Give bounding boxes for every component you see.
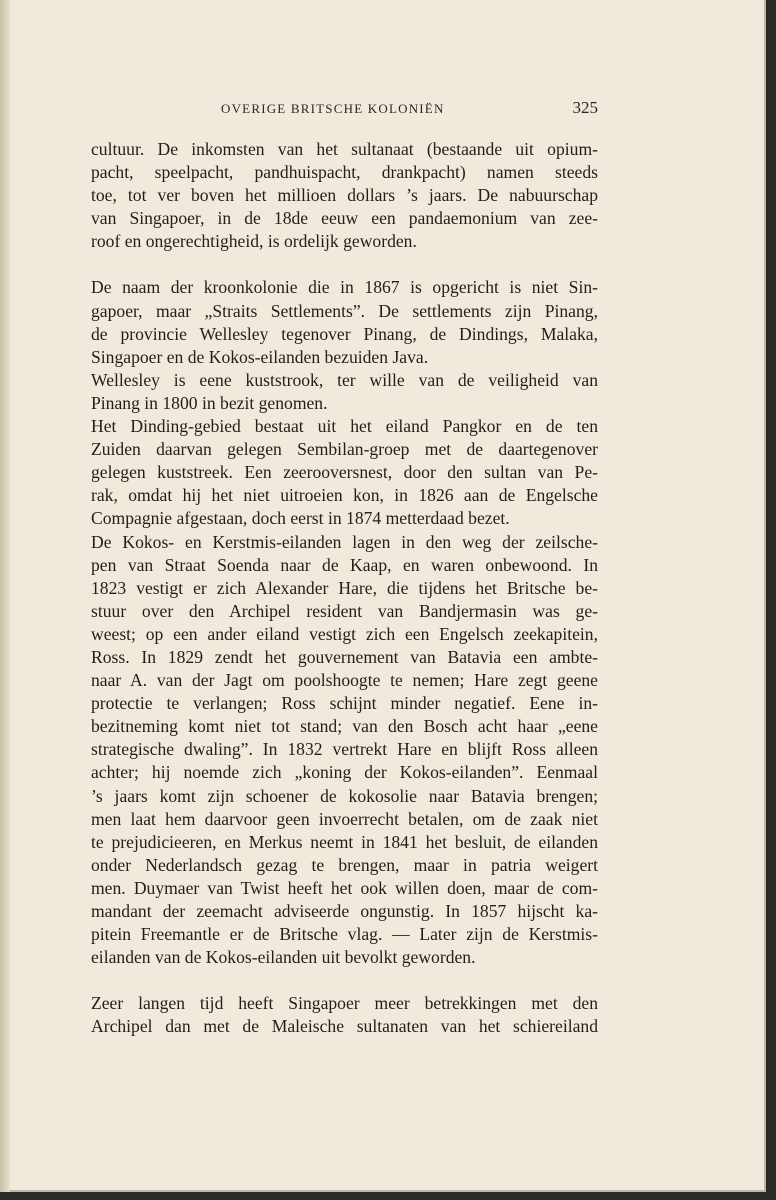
page-number: 325 [572, 98, 598, 117]
text-line: gelegen kuststreek. Een zeerooversnest, door den sultan van Pe- [91, 462, 598, 483]
text-line: Singapoer en de Kokos-eilanden bezuiden Java. [91, 346, 429, 367]
text-line: strategische dwaling”. In 1832 vertrekt Hare en blijft Ross alleen [91, 739, 598, 760]
text-line: onder Nederlandsch gezag te brengen, maar in patria weigert [91, 854, 598, 875]
text-line: protectie te verlangen; Ross schijnt minder negatief. Eene in- [91, 693, 598, 714]
text-line: Het Dinding-gebied bestaat uit het eiland Pangkor en de ten [91, 416, 598, 437]
text-line: Pinang in 1800 in bezit genomen. [91, 392, 328, 413]
page-gutter [0, 0, 10, 1192]
text-line: cultuur. De inkomsten van het sultanaat (bestaande uit opium- [91, 139, 598, 159]
text-line: 1823 vestigt er zich Alexander Hare, die tijdens het Britsche be- [91, 577, 598, 598]
text-line: naar A. van der Jagt om poolshoogte te nemen; Hare zegt geene [91, 670, 598, 691]
text-line: pacht, speelpacht, pandhuispacht, drankpacht) namen steeds [91, 162, 598, 183]
text-line: Zuiden daarvan gelegen Sembilan-groep met de daartegenover [91, 439, 598, 460]
text-line: Archipel dan met de Maleische sultanaten van het schiereiland [91, 1016, 598, 1037]
text-line: pen van Straat Soenda naar de Kaap, en waren onbewoond. In [91, 554, 598, 575]
paragraph-gap [91, 969, 598, 992]
text-line: pitein Freemantle er de Britsche vlag. — Later zijn de Kerstmis- [91, 924, 598, 945]
paragraph [91, 276, 598, 368]
text-line: weest; op een ander eiland vestigt zich een Engelsch zeekapitein, [91, 623, 598, 644]
text-line: Ross. In 1829 zendt het gouvernement van Batavia een ambte- [91, 646, 598, 667]
body-text [91, 138, 598, 1038]
text-line: Compagnie afgestaan, doch eerst in 1874 metterdaad bezet. [91, 508, 510, 529]
running-head: OVERIGE BRITSCHE KOLONIËN [221, 101, 445, 116]
paragraph-gap [91, 253, 598, 276]
paragraph [91, 992, 598, 1038]
text-line: men laat hem daarvoor geen invoerrecht betalen, om de zaak niet [91, 808, 598, 829]
text-line: te prejudicieeren, en Merkus neemt in 1841 het besluit, de eilanden [91, 831, 598, 852]
paragraph [91, 415, 598, 530]
text-line: achter; hij noemde zich „koning der Kokos-eilanden”. Eenmaal [91, 762, 598, 783]
text-line: Zeer langen tijd heeft Singapoer meer betrekkingen met den [91, 993, 598, 1014]
text-line: men. Duymaer van Twist heeft het ook willen doen, maar de com- [91, 877, 598, 898]
text-line: gapoer, maar „Straits Settlements”. De settlements zijn Pinang, [91, 300, 598, 321]
page-header [91, 98, 598, 122]
paragraph [91, 531, 598, 970]
text-line: de provincie Wellesley tegenover Pinang, de Dindings, Malaka, [91, 323, 598, 344]
paragraph [91, 138, 598, 253]
text-line: rak, omdat hij het niet uitroeien kon, in 1826 aan de Engelsche [91, 485, 598, 506]
text-line: van Singapoer, in de 18de eeuw een pandaemonium van zee- [91, 208, 598, 229]
text-line: De Kokos- en Kerstmis-eilanden lagen in den weg der zeilsche- [91, 531, 598, 552]
text-line: eilanden van de Kokos-eilanden uit bevolkt geworden. [91, 947, 476, 968]
text-line: roof en ongerechtigheid, is ordelijk geworden. [91, 231, 417, 252]
text-line: bezitneming komt niet tot stand; van den Bosch acht haar „eene [91, 716, 598, 737]
text-line: mandant der zeemacht adviseerde ongunstig. In 1857 hijscht ka- [91, 901, 598, 921]
text-line: Wellesley is eene kuststrook, ter wille van de veiligheid van [91, 369, 598, 390]
paragraph [91, 369, 598, 415]
text-line: ’s jaars komt zijn schoener de kokosolie naar Batavia brengen; [91, 785, 598, 806]
text-line: toe, tot ver boven het millioen dollars ’s jaars. De nabuurschap [91, 185, 598, 206]
text-line: De naam der kroonkolonie die in 1867 is opgericht is niet Sin- [91, 277, 598, 298]
text-line: stuur over den Archipel resident van Bandjermasin was ge- [91, 600, 598, 621]
